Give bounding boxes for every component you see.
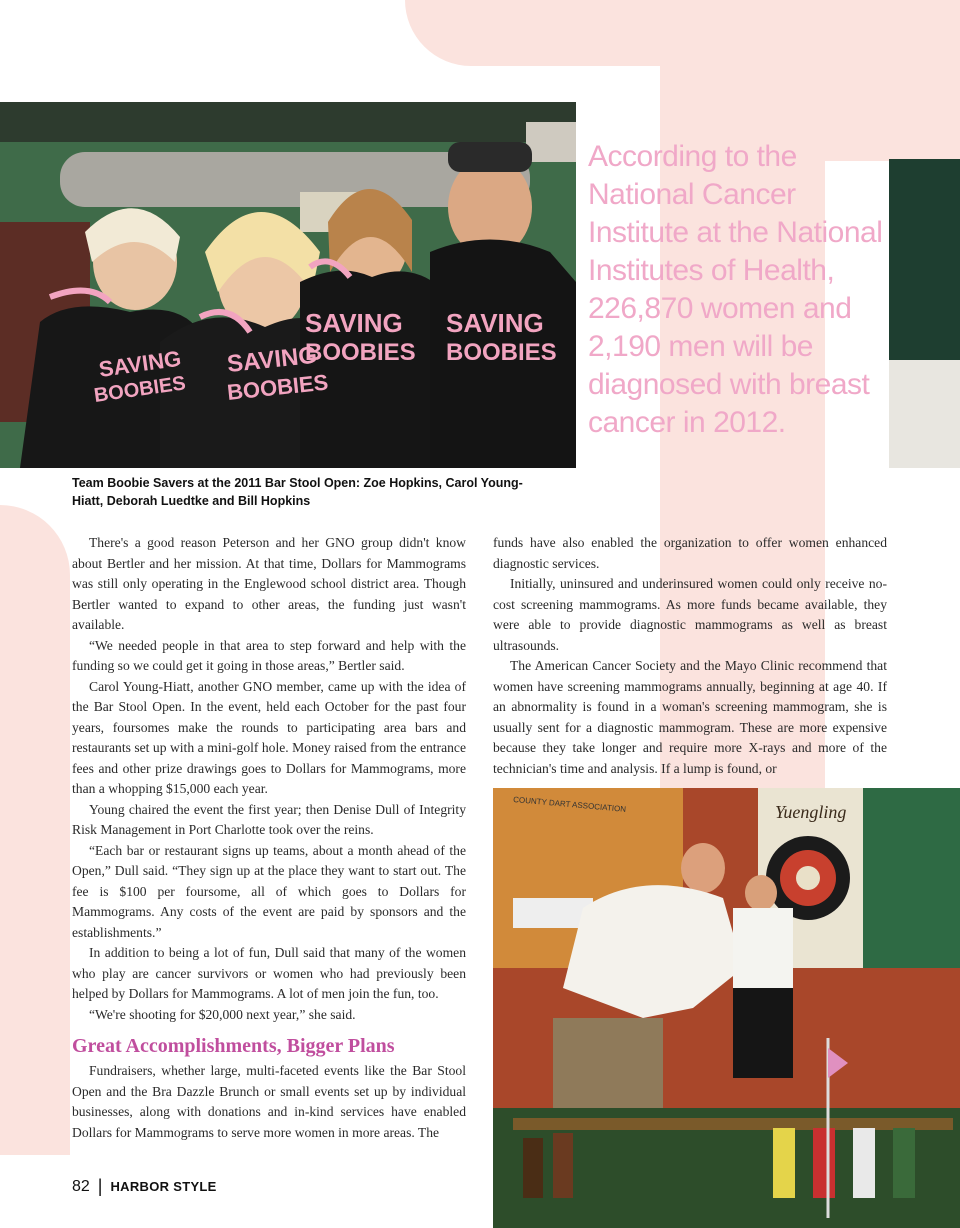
page-number: 82 (72, 1177, 90, 1195)
magazine-name: HARBOR STYLE (110, 1179, 217, 1194)
paragraph: “We needed people in that area to step forward and help with the funding so we could get it going in those areas,” Bertler said. (72, 637, 466, 673)
shirt-text-4: BOOBIES (225, 369, 330, 405)
paragraph: “Each bar or restaurant signs up teams, about a month ahead of the Open,” Dull said. “They sign up at the place they want to start out. The fee is $100 per foursome, all of which goes to Dollars for Mammograms. Any costs of the event are paid by sponsors and the establishments.” (72, 842, 466, 940)
team-photo (0, 102, 576, 468)
page-footer (72, 1176, 217, 1197)
photo-banner-text: COUNTY DART ASSOCIATION (512, 795, 627, 814)
paragraph: Carol Young-Hiatt, another GNO member, came up with the idea of the Bar Stool Open. In the event, held each October for the past four years, foursomes make the rounds to participating area bars and restaurants set up with a mini-golf hole. Money raised from the entrance fees and other prize drawings goes to Dollars for Mammograms, more than a whopping $15,000 each year. (72, 678, 466, 796)
shirt-text-5: SAVING (305, 308, 403, 338)
paragraph: “We're shooting for $20,000 next year,” she said. (89, 1006, 356, 1022)
paragraph: funds have also enabled the organization to offer women enhanced diagnostic services. (493, 535, 887, 571)
decorative-shape-left (0, 505, 70, 1155)
paragraph: In addition to being a lot of fun, Dull said that many of the women who play are cancer survivors or women who had previously been helped by Dollars for Mammograms. A lot of men join the fun, too. (72, 945, 466, 1001)
photo-sign-text: Yuengling (775, 802, 847, 822)
paragraph: Initially, uninsured and underinsured women could only receive no-cost screening mammograms. As more funds became available, they were able to provide diagnostic mammograms as well as breast ultrasounds. (493, 576, 887, 653)
shirt-text-3: SAVING (225, 341, 319, 378)
paragraph: Young chaired the event the first year; then Denise Dull of Integrity Risk Management in Port Charlotte took over the reins. (72, 801, 466, 837)
footer-separator: | (97, 1176, 103, 1196)
pull-quote: According to the National Cancer Institute at the National Institutes of Health, 226,870 women and 2,190 men will be diagnosed with breast cancer in 2012. (588, 140, 883, 439)
event-photo (493, 788, 960, 1228)
shirt-text-7: SAVING (446, 308, 544, 338)
photo-caption: Team Boobie Savers at the 2011 Bar Stool Open: Zoe Hopkins, Carol Young-Hiatt, Deborah Luedtke and Bill Hopkins (72, 476, 523, 508)
shirt-text-1: SAVING (97, 345, 183, 382)
shirt-text-6: BOOBIES (305, 339, 416, 366)
decorative-shape-top (405, 0, 960, 66)
shirt-text-2: BOOBIES (92, 372, 188, 407)
article-column-right (493, 533, 887, 779)
article-column-left (72, 533, 466, 1143)
shirt-text-8: BOOBIES (446, 339, 557, 366)
paragraph: There's a good reason Peterson and her GNO group didn't know about Bertler and her mission. At that time, Dollars for Mammograms was still only operating in the Englewood school district area. Though Bertler wanted to expand to other areas, the funding just wasn't available. (72, 535, 466, 632)
paragraph: Fundraisers, whether large, multi-faceted events like the Bar Stool Open and the Bra Dazzle Brunch or small events set up by individual businesses, along with donations and in-kind services have enabled Dollars for Mammograms to serve more women in more areas. The (72, 1063, 466, 1140)
section-subhead: Great Accomplishments, Bigger Plans (72, 1035, 395, 1057)
paragraph: The American Cancer Society and the Mayo Clinic recommend that women have screening mammograms annually, beginning at age 40. If an abnormality is found in a woman's screening mammogram, she is usually sent for a diagnostic mammogram. These are more expensive because they take longer and require more X-rays and more of the technician's time and analysis. If a lump is found, or (493, 658, 887, 776)
side-photo-edge (889, 159, 960, 468)
